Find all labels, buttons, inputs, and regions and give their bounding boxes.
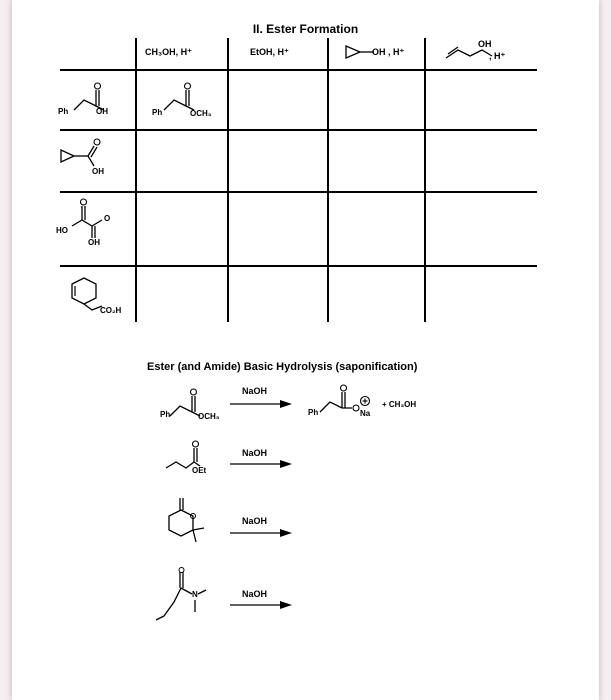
rxn1-ph-label: Ph bbox=[160, 410, 171, 419]
rxn4-amide-structure bbox=[152, 568, 212, 628]
rxn3-arrow bbox=[228, 527, 294, 539]
cyclohexene-acid-structure bbox=[62, 276, 132, 320]
rxn1-product-na-label: Na bbox=[360, 409, 371, 418]
rxn4-reagent: NaOH bbox=[242, 589, 268, 599]
rxn4-n-label: N bbox=[192, 590, 198, 599]
row2-oh-label: OH bbox=[92, 167, 104, 176]
rxn1-och3-label: OCH₃ bbox=[198, 412, 220, 421]
row1-ph-label: Ph bbox=[58, 107, 69, 116]
section-title: II. Ester Formation bbox=[252, 22, 359, 36]
row4-co2h-label: CO₂H bbox=[100, 306, 122, 315]
column-header-methanol: CH₃OH, H⁺ bbox=[145, 47, 192, 57]
column-header-allyl-oh: OH bbox=[478, 39, 492, 49]
row1-oh-label: OH bbox=[96, 107, 108, 116]
rxn3-reagent: NaOH bbox=[242, 516, 268, 526]
saponification-heading: Ester (and Amide) Basic Hydrolysis (saponification) bbox=[147, 361, 418, 373]
answer-ph-label: Ph bbox=[152, 108, 163, 117]
row3-oh-label: OH bbox=[88, 238, 100, 247]
worksheet-page bbox=[12, 0, 599, 700]
rxn2-reagent: NaOH bbox=[242, 448, 268, 458]
rxn1-reagent: NaOH bbox=[242, 386, 268, 396]
row3-o-label: O bbox=[104, 214, 111, 223]
column-header-cyclopropanol: OH , H⁺ bbox=[372, 47, 405, 57]
rxn1-product-ph-label: Ph bbox=[308, 408, 319, 417]
column-header-ethanol: EtOH, H⁺ bbox=[250, 47, 289, 57]
rxn2-arrow bbox=[228, 458, 294, 470]
rxn1-arrow bbox=[228, 398, 294, 410]
rxn3-lactone-structure bbox=[160, 494, 216, 554]
row3-ho-label: HO bbox=[56, 226, 68, 235]
rxn1-methanol-byproduct: + CH₃OH bbox=[382, 400, 417, 409]
column-header-allyl-acid: , H⁺ bbox=[489, 51, 506, 61]
rxn2-oet-label: OEt bbox=[192, 466, 207, 475]
rxn4-arrow bbox=[228, 599, 294, 611]
answer-och3-label: OCH₃ bbox=[190, 109, 212, 118]
